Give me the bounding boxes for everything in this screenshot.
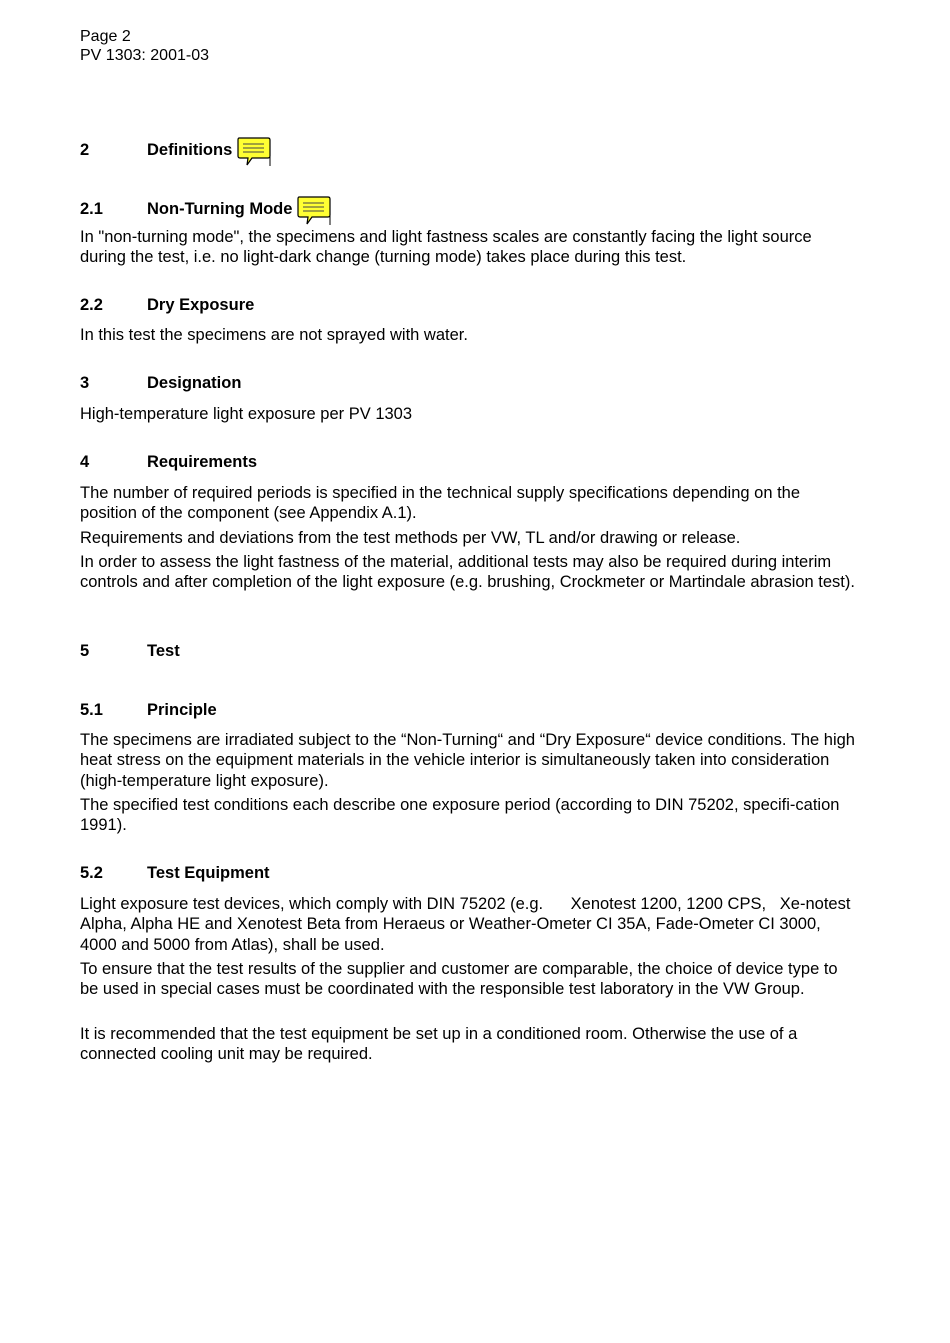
paragraph-principle-1: The specimens are irradiated subject to the “Non-Turning“ and “Dry Exposure“ device conditions. The high heat stress on the equipment materials in the vehicle interior is simultaneously taken into consideration (high-temperature light exposure). [80,731,855,790]
paragraph-requirements-1: The number of required periods is specified in the technical supply specifications depending on the position of the component (see Appendix A.1). [80,484,801,523]
section-number: 3 [80,374,90,392]
paragraph-test-equipment-2: To ensure that the test results of the supplier and customer are comparable, the choice of device type to be used in special cases must be coordinated with the responsible test laboratory in the VW Group. [80,960,838,999]
heading-requirements [80,452,257,472]
heading-non-turning-mode [80,196,331,231]
paragraph-dry-exposure: In this test the specimens are not sprayed with water. [80,326,468,344]
paragraph-requirements-3: In order to assess the light fastness of the material, additional tests may also be required during interim controls and after completion of the light exposure (e.g. brushing, Crockmeter or Martindale abrasion test). [80,553,855,592]
heading-principle [80,700,217,720]
paragraph-non-turning-mode: In "non-turning mode", the specimens and light fastness scales are constantly facing the light source during the test, i.e. no light-dark change (turning mode) takes place during this test. [80,228,812,267]
page-number: Page 2 [80,28,131,45]
section-number: 5.2 [80,864,103,882]
section-title: Requirements [147,453,258,471]
paragraph-test-equipment-3: It is recommended that the test equipment be set up in a conditioned room. Otherwise the use of a connected cooling unit may be required. [80,1025,798,1064]
section-title: Test Equipment [147,864,270,882]
heading-designation [80,373,241,393]
section-title: Designation [147,374,242,392]
comment-note-icon[interactable] [237,137,271,172]
section-title: Test [147,642,180,660]
section-title: Principle [147,701,217,719]
paragraph-requirements-2: Requirements and deviations from the test methods per VW, TL and/or drawing or release. [80,529,741,547]
section-number: 5.1 [80,701,103,719]
section-title: Non-Turning Mode [147,200,293,218]
section-number: 5 [80,642,90,660]
section-title: Dry Exposure [147,296,255,314]
paragraph-principle-2: The specified test conditions each describe one exposure period (according to DIN 75202, specifi-cation 1991). [80,796,840,835]
paragraph-designation: High-temperature light exposure per PV 1303 [80,405,413,423]
heading-test-equipment [80,863,270,883]
section-number: 2.1 [80,200,103,218]
comment-note-icon[interactable] [297,196,331,231]
page-header [80,27,209,65]
heading-dry-exposure [80,295,254,315]
paragraph-test-equipment-1: Light exposure test devices, which comply with DIN 75202 (e.g. Xenotest 1200, 1200 CPS, Xe-notest Alpha, Alpha HE and Xenotest Beta from Heraeus or Weather-Ometer CI 35A, Fade-Ometer CI 3000, 4000 and 5000 from Atlas), shall be used. [80,895,855,954]
section-number: 4 [80,453,90,471]
section-number: 2.2 [80,296,103,314]
section-number: 2 [80,141,90,159]
heading-test [80,641,180,661]
heading-definitions [80,137,271,172]
document-id: PV 1303: 2001-03 [80,47,209,64]
section-title: Definitions [147,141,233,159]
